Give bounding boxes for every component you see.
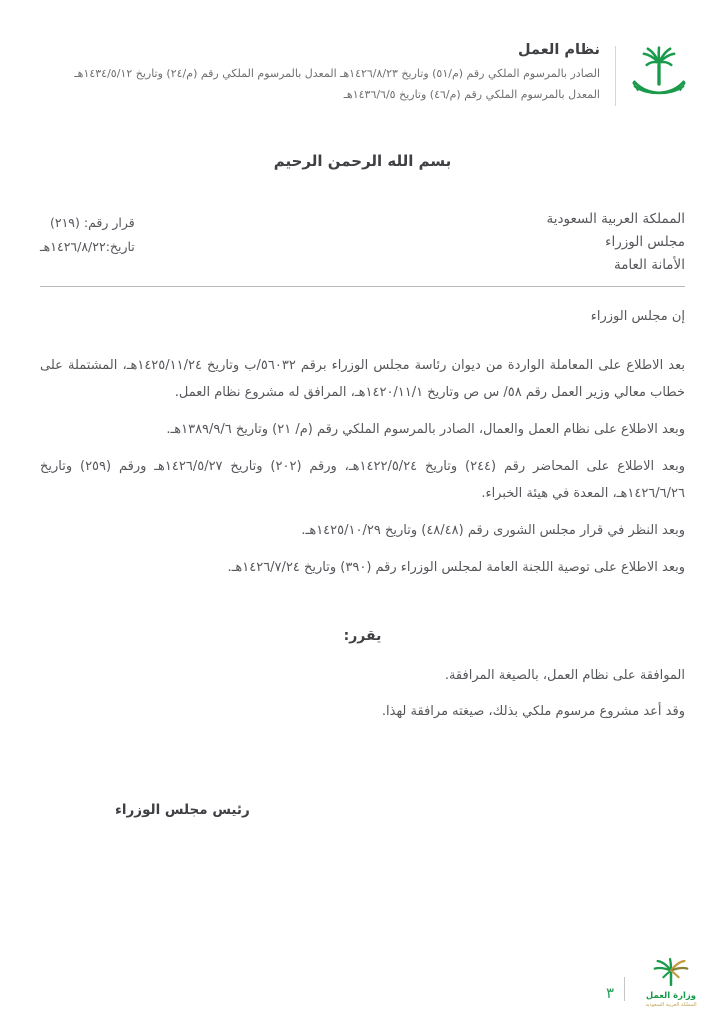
footer-divider — [624, 977, 625, 1001]
decides-heading: يقرر: — [343, 628, 382, 644]
authority-secretariat: الأمانة العامة — [613, 257, 685, 273]
decision-date: تاريخ:١٤٢٦/٨/٢٢هـ — [40, 239, 135, 254]
header-text-block — [20, 42, 600, 105]
recital-paragraph: بعد الاطلاع على المعاملة الواردة من ديوان رئاسة مجلس الوزراء برقم ٥٦٠٣٢/ب وتاريخ ١٤٢٥/١١/٢٤هـ، المشتملة على خطاب معالي وزير العمل رقم ٥٨/ س ص وتاريخ ١٤٢٠/١١/١هـ، المرافق له مشروع نظام العمل. — [40, 358, 686, 400]
recital-paragraph: وبعد الاطلاع على المحاضر رقم (٢٤٤) وتاريخ ١٤٢٢/٥/٢٤هـ، ورقم (٢٠٢) وتاريخ ١٤٢٦/٥/٢٧هـ ورقم (٢٥٩) وتاريخ ١٤٢٦/٦/٢٦هـ، المعدة في هيئة الخبراء. — [40, 459, 685, 501]
section-separator — [40, 286, 685, 287]
basmala: بسم الله الرحمن الرحيم — [273, 152, 452, 170]
decision-body — [40, 303, 685, 824]
page-footer — [18, 957, 707, 1008]
meta-block — [40, 208, 685, 277]
recital-paragraph: وبعد النظر في قرار مجلس الشورى رقم (٤٨/٤٨) وتاريخ ١٤٢٥/١٠/٢٩هـ. — [301, 523, 685, 538]
law-title: نظام العمل — [518, 42, 600, 58]
decision-clause: وقد أعد مشروع مرسوم ملكي بذلك، صيغته مرافقة لهذا. — [381, 704, 685, 719]
saudi-emblem-icon — [631, 44, 687, 110]
header-divider — [615, 46, 616, 106]
document-header — [20, 42, 687, 110]
ministry-name: وزارة العمل — [645, 991, 697, 1001]
signature-title: رئيس مجلس الوزراء — [115, 802, 250, 818]
decision-number: قرار رقم: (٢١٩) — [49, 215, 135, 230]
ministry-of-labor-logo — [635, 957, 707, 1008]
authority-council: مجلس الوزراء — [605, 234, 685, 250]
decision-meta-block — [40, 211, 135, 259]
ministry-subtitle: المملكة العربية السعودية — [645, 1002, 697, 1008]
authority-country: المملكة العربية السعودية — [546, 211, 685, 227]
body-intro: إن مجلس الوزراء — [590, 309, 685, 324]
recital-paragraph: وبعد الاطلاع على توصية اللجنة العامة لمجلس الوزراء رقم (٣٩٠) وتاريخ ١٤٢٦/٧/٢٤هـ. — [227, 560, 685, 575]
royal-decree-line-2: المعدل بالمرسوم الملكي رقم (م/٤٦) وتاريخ ١٤٣٦/٦/٥هـ — [343, 88, 600, 101]
authority-block — [546, 208, 685, 277]
page-number: ٣ — [605, 984, 614, 1002]
ministry-palm-icon — [650, 957, 692, 990]
royal-decree-line-1: الصادر بالمرسوم الملكي رقم (م/٥١) وتاريخ ١٤٢٦/٨/٢٣هـ المعدل بالمرسوم الملكي رقم (م/٢٤) وتاريخ ١٤٣٤/٥/١٢هـ — [74, 67, 600, 80]
recital-paragraph: وبعد الاطلاع على نظام العمل والعمال، الصادر بالمرسوم الملكي رقم (م/ ٢١) وتاريخ ١٣٨٩/٩/٦هـ. — [166, 422, 685, 437]
decision-clause: الموافقة على نظام العمل، بالصيغة المرافقة. — [444, 668, 685, 683]
